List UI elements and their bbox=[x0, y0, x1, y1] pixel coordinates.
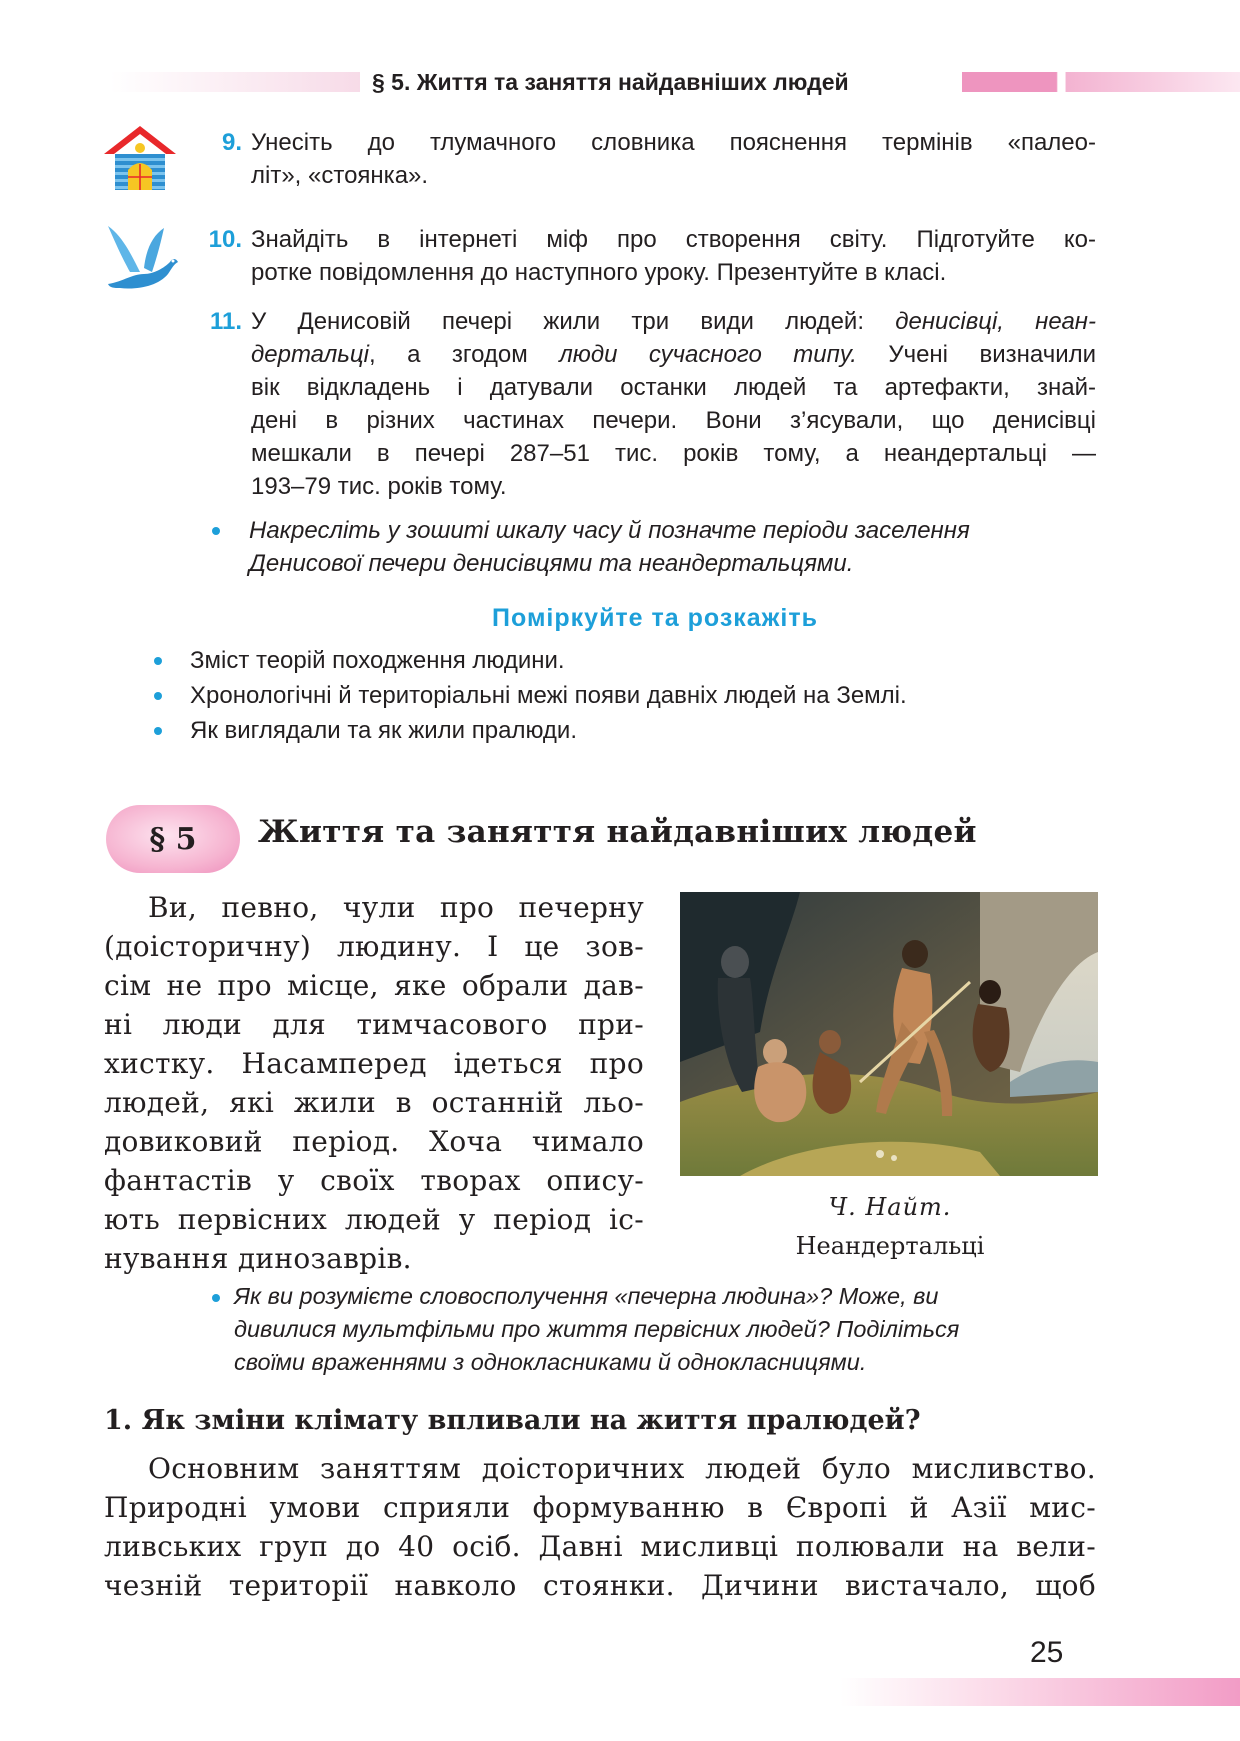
task-text-line: 193–79 тис. років тому. bbox=[251, 473, 507, 500]
figure-author: Ч. Найт. bbox=[828, 1193, 952, 1221]
question-line: Як ви розумієте словосполучення «печерна людина»? Може, ви bbox=[234, 1283, 939, 1309]
neanderthals-painting bbox=[680, 892, 1098, 1176]
task-text-line: У Денисовій печері жили три види людей: денисівці, неан- bbox=[251, 308, 1096, 335]
intro-line: ні люди для тимчасового при- bbox=[104, 1008, 644, 1041]
think-item: Хронологічні й територіальні межі появи давніх людей на Землі. bbox=[190, 682, 907, 709]
question-line: дивилися мультфільми про життя первісних людей? Поділіться bbox=[234, 1316, 960, 1342]
body-line: Природні умови сприяли формуванню в Європі й Азії мис- bbox=[104, 1491, 1096, 1524]
bullet-dot bbox=[212, 1294, 220, 1302]
header-decor-right bbox=[962, 72, 1240, 92]
intro-line: ють первісних людей у період іс- bbox=[104, 1203, 644, 1236]
task-text-line: ротке повідомлення до наступного уроку. Презентуйте в класі. bbox=[251, 259, 947, 286]
intro-line: хистку. Насамперед ідеться про bbox=[104, 1047, 644, 1080]
figure-caption: Неандертальці bbox=[795, 1232, 985, 1260]
think-item: Як виглядали та як жили пралюди. bbox=[190, 717, 577, 744]
intro-line: Ви, певно, чули про печерну bbox=[148, 891, 644, 924]
section-badge: § 5 bbox=[106, 805, 240, 873]
think-item: Зміст теорій походження людини. bbox=[190, 647, 565, 674]
task-text-line: дені в різних частинах печери. Вони з’ясували, що денисівці bbox=[251, 407, 1096, 434]
subsection-heading: 1. Як зміни клімату впливали на життя пралюдей? bbox=[104, 1405, 921, 1436]
task-number: 11. bbox=[209, 308, 242, 335]
header-decor-left bbox=[110, 72, 360, 92]
intro-line: людей, які жили в останній льо- bbox=[104, 1086, 644, 1119]
body-line: чезній території навколо стоянки. Дичини вистачало, щоб bbox=[104, 1569, 1096, 1602]
intro-line: фантастів у своїх творах опису- bbox=[104, 1164, 644, 1197]
bullet-dot bbox=[154, 657, 162, 665]
dove-icon bbox=[100, 222, 180, 294]
task-text-line: мешкали в печері 287–51 тис. років тому, а неандертальці — bbox=[251, 440, 1096, 467]
task-text-line: дертальці, а згодом люди сучасного типу. Учені визначили bbox=[251, 341, 1096, 368]
running-header: § 5. Життя та заняття найдавніших людей bbox=[372, 69, 849, 95]
intro-line: (доісторичну) людину. І це зов- bbox=[104, 930, 644, 963]
task-text-line: вік відкладень і датували останки людей та артефакти, знай- bbox=[251, 374, 1096, 401]
intro-line: довиковий період. Хоча чимало bbox=[104, 1125, 644, 1158]
task-text-line: Знайдіть в інтернеті міф про створення світу. Підготуйте ко- bbox=[251, 226, 1096, 253]
bullet-dot bbox=[154, 727, 162, 735]
question-line: своїми враженнями з однокласниками й однокласницями. bbox=[234, 1349, 867, 1375]
intro-line: сім не про місце, яке обрали дав- bbox=[104, 969, 644, 1002]
body-line: Основним заняттям доісторичних людей було мисливство. bbox=[148, 1452, 1096, 1485]
task-bullet-line: Денисової печери денисівцями та неандертальцями. bbox=[249, 550, 854, 577]
task-text-line: літ», «стоянка». bbox=[251, 162, 429, 189]
section-title: Життя та заняття найдавніших людей bbox=[258, 814, 977, 850]
body-line: ливських груп до 40 осіб. Давні мисливці полювали на вели- bbox=[104, 1530, 1096, 1563]
intro-line: нування динозаврів. bbox=[104, 1242, 412, 1275]
bullet-dot bbox=[212, 527, 220, 535]
task-text-line: Унесіть до тлумачного словника пояснення термінів «палео- bbox=[251, 129, 1096, 156]
task-number: 10. bbox=[208, 226, 242, 253]
footer-decor bbox=[840, 1678, 1240, 1706]
page-number: 25 bbox=[1030, 1636, 1064, 1669]
think-section-title: Поміркуйте та розкажіть bbox=[492, 604, 818, 632]
task-bullet-line: Накресліть у зошиті шкалу часу й позначте періоди заселення bbox=[249, 517, 970, 544]
bullet-dot bbox=[154, 692, 162, 700]
house-icon bbox=[102, 124, 178, 194]
task-number: 9. bbox=[221, 129, 242, 156]
